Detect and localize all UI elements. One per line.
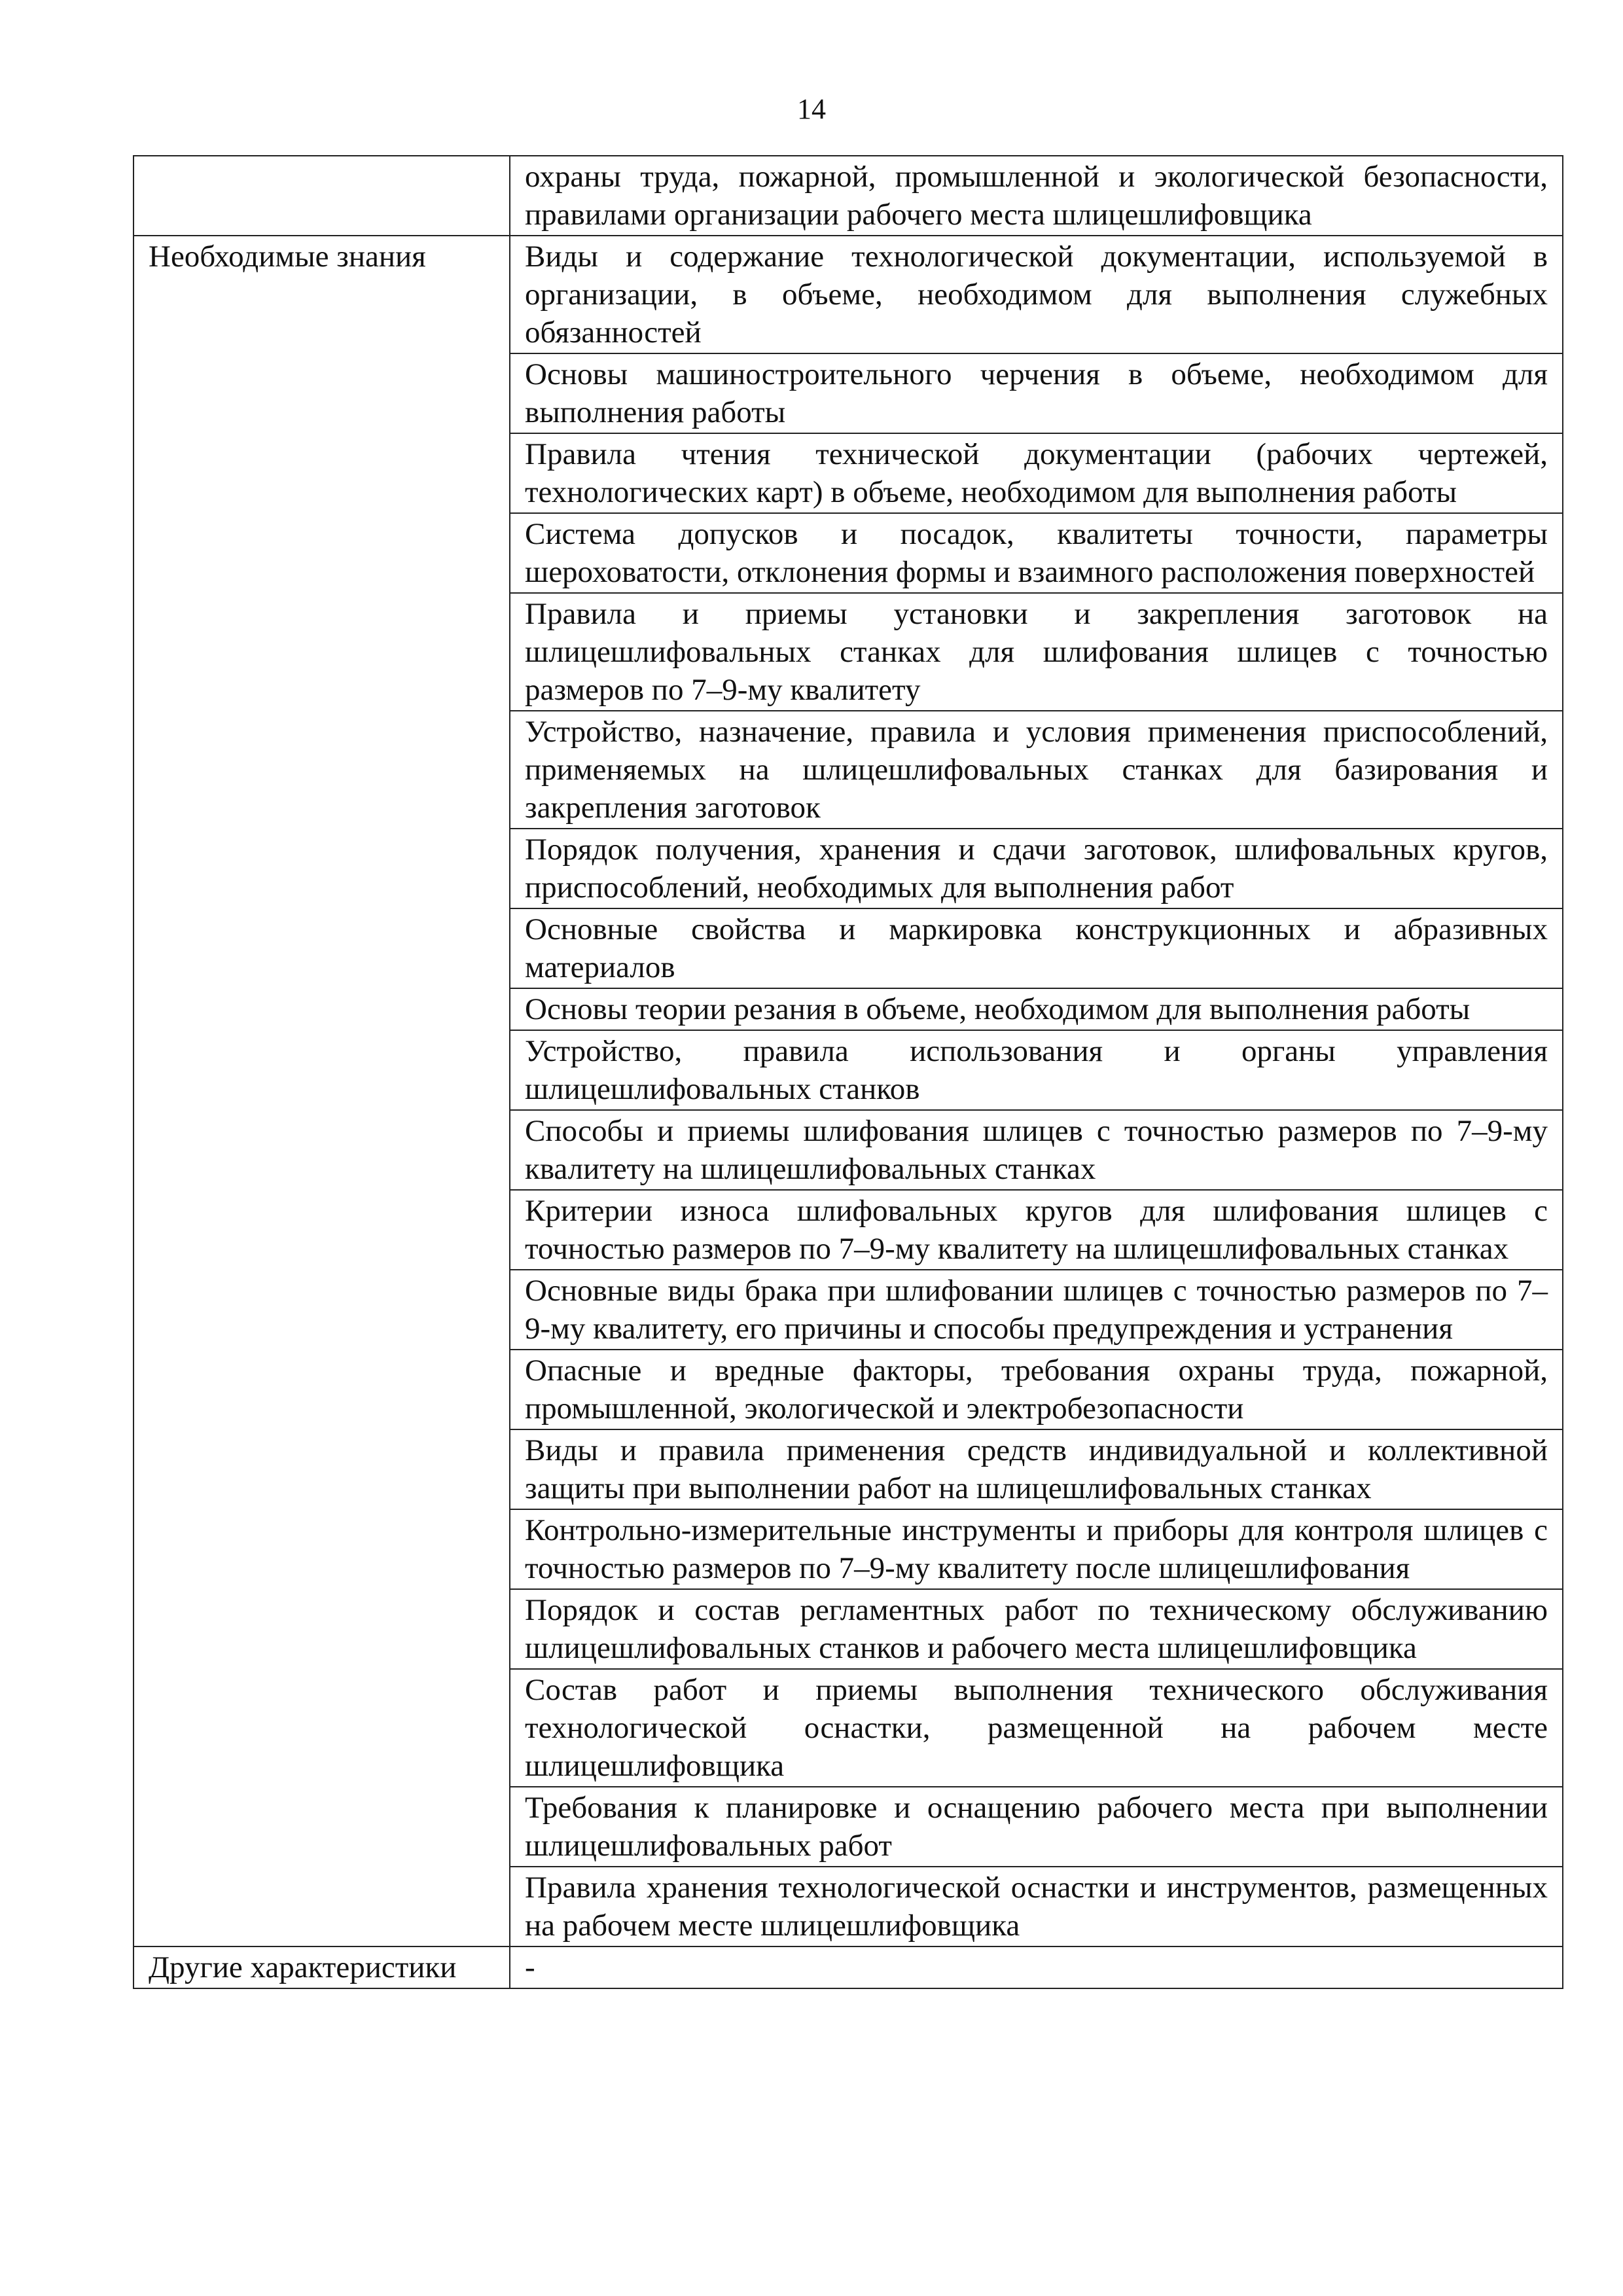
knowledge-item: Устройство, назначение, правила и условия применения приспособлений, применяемых на шлицешлифовальных станках для базирования и закрепления заготовок (510, 711, 1563, 829)
knowledge-item: Виды и правила применения средств индивидуальной и коллективной защиты при выполнении работ на шлицешлифовальных станках (510, 1429, 1563, 1509)
knowledge-item: Система допусков и посадок, квалитеты точности, параметры шероховатости, отклонения формы и взаимного расположения поверхностей (510, 513, 1563, 593)
other-characteristics-value: - (510, 1946, 1563, 1988)
knowledge-item: Контрольно-измерительные инструменты и приборы для контроля шлицев с точностью размеров по 7–9-му квалитету после шлицешлифования (510, 1509, 1563, 1589)
other-characteristics-label: Другие характеристики (134, 1946, 510, 1988)
knowledge-item: Правила и приемы установки и закрепления заготовок на шлицешлифовальных станках для шлифования шлицев с точностью размеров по 7–9-му квалитету (510, 593, 1563, 711)
continuation-row (134, 156, 1563, 236)
qualification-table (133, 155, 1563, 1989)
knowledge-item: Основы теории резания в объеме, необходимом для выполнения работы (510, 988, 1563, 1030)
page-number: 14 (797, 93, 826, 125)
knowledge-item: Правила хранения технологической оснастки и инструментов, размещенных на рабочем месте шлицешлифовщика (510, 1867, 1563, 1946)
knowledge-item: Критерии износа шлифовальных кругов для шлифования шлицев с точностью размеров по 7–9-му квалитету на шлицешлифовальных станках (510, 1190, 1563, 1270)
knowledge-item: Порядок получения, хранения и сдачи заготовок, шлифовальных кругов, приспособлений, необходимых для выполнения работ (510, 829, 1563, 908)
knowledge-item: Опасные и вредные факторы, требования охраны труда, пожарной, промышленной, экологической и электробезопасности (510, 1350, 1563, 1429)
empty-label-cell (134, 156, 510, 236)
knowledge-item: Состав работ и приемы выполнения технического обслуживания технологической оснастки, размещенной на рабочем месте шлицешлифовщика (510, 1669, 1563, 1787)
knowledge-item: Виды и содержание технологической документации, используемой в организации, в объеме, необходимом для выполнения служебных обязанностей (510, 236, 1563, 353)
knowledge-item: Правила чтения технической документации (рабочих чертежей, технологических карт) в объеме, необходимом для выполнения работы (510, 433, 1563, 513)
other-characteristics-row (134, 1946, 1563, 1988)
knowledge-item: Способы и приемы шлифования шлицев с точностью размеров по 7–9-му квалитету на шлицешлифовальных станках (510, 1110, 1563, 1190)
knowledge-label: Необходимые знания (134, 236, 510, 1946)
knowledge-item: Основные свойства и маркировка конструкционных и абразивных материалов (510, 908, 1563, 988)
knowledge-item: Устройство, правила использования и органы управления шлицешлифовальных станков (510, 1030, 1563, 1110)
knowledge-item: Основы машиностроительного черчения в объеме, необходимом для выполнения работы (510, 353, 1563, 433)
knowledge-item: Порядок и состав регламентных работ по техническому обслуживанию шлицешлифовальных станков и рабочего места шлицешлифовщика (510, 1589, 1563, 1669)
knowledge-item: Требования к планировке и оснащению рабочего места при выполнении шлицешлифовальных работ (510, 1787, 1563, 1867)
continuation-text: охраны труда, пожарной, промышленной и экологической безопасности, правилами организации рабочего места шлицешлифовщика (510, 156, 1563, 236)
knowledge-item: Основные виды брака при шлифовании шлицев с точностью размеров по 7–9-му квалитету, его причины и способы предупреждения и устранения (510, 1270, 1563, 1350)
knowledge-row (134, 236, 1563, 353)
